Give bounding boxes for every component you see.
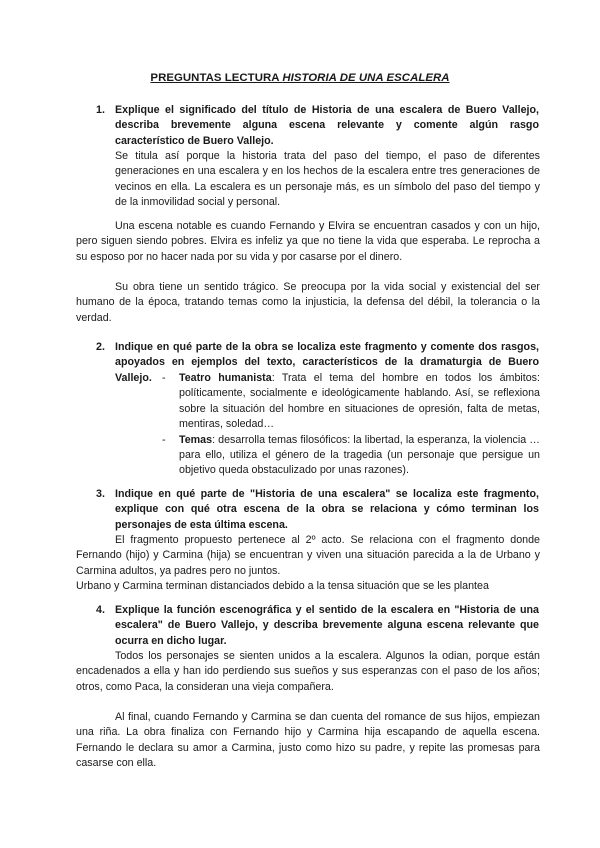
list-item: [162, 371, 540, 433]
question-number: 4.: [96, 604, 105, 616]
question-1: [96, 103, 539, 149]
answer-1-paragraph-3: [76, 280, 540, 326]
question-number: 1.: [96, 104, 105, 116]
list-term: Teatro humanista: [179, 372, 272, 384]
paragraph-text: El fragmento propuesto pertenece al 2º acto. Se relaciona con el fragmento donde Fernando (hijo) y Carmina (hija) se encuentran y viven una situación parecida a la de Urbano y Carmina adultos, ya padres pero no juntos.: [76, 534, 540, 577]
list-text: : Trata el tema del hombre en todos los ámbitos: políticamente, socialmente e ideológicamente hablando. Así, se reflexiona sobre la situación del hombre en situaciones de opresión, falta de metas, mentiras, soledad…: [179, 372, 540, 431]
answer-1-paragraph-1: [115, 149, 540, 211]
paragraph-text: Se titula así porque la historia trata del paso del tiempo, el paso de diferentes generaciones en una escalera y en los hechos de la escalera entre tres generaciones de vecinos en ella. La escalera es un personaje más, es un símbolo del paso del tiempo y de la inmovilidad social y personal.: [115, 150, 540, 209]
answer-1-paragraph-2: [76, 219, 540, 265]
page-title: [0, 72, 600, 84]
list-dash: -: [162, 433, 166, 446]
paragraph-text: Todos los personajes se sienten unidos a la escalera. Algunos la odian, porque están encadenados a ella y han ido perdiendo sus sueños y sus esperanzas con el paso de los años; otros, como Paca, la consideran una vieja compañera.: [76, 650, 540, 693]
question-number: 2.: [96, 341, 105, 353]
list-dash: -: [162, 372, 166, 384]
paragraph-text: Urbano y Carmina terminan distanciados debido a la tensa situación que se les plantea: [76, 580, 489, 592]
question-text: Explique el significado del título de Historia de una escalera de Buero Vallejo, describa brevemente alguna escena relevante y comente algún rasgo característico de Buero Vallejo.: [115, 104, 539, 147]
paragraph-text: Su obra tiene un sentido trágico. Se preocupa por la vida social y existencial del ser humano de la época, tratando temas como la injusticia, la defensa del débil, la tolerancia o la verdad.: [76, 281, 540, 324]
question-text: Explique la función escenográfica y el sentido de la escalera en "Historia de una escalera" de Buero Vallejo, y describa brevemente alguna escena relevante que ocurra en dicho lugar.: [115, 604, 539, 647]
answer-2-list: [162, 371, 540, 479]
question-4: [96, 603, 539, 649]
list-term: Temas: [179, 433, 213, 446]
list-text: : desarrolla temas filosóficos: la libertad, la esperanza, la violencia … para ello, utiliza el género de la tragedia (un personaje que persigue un objetivo queda obstaculizado por unas razones).: [179, 433, 540, 477]
answer-3-paragraph-1: [76, 533, 540, 579]
list-item: [162, 433, 540, 479]
question-number: 3.: [96, 488, 105, 500]
question-text: Indique en qué parte de "Historia de una escalera" se localiza este fragmento, explique con qué otra escena de la obra se relaciona y cómo terminan los personajes de esta última escena.: [115, 488, 539, 531]
paragraph-text: Una escena notable es cuando Fernando y Elvira se encuentran casados y con un hijo, pero siguen siendo pobres. Elvira es infeliz ya que no tiene la vida que esperaba. Le reprocha a su esposo por no hacer nada por su vida y por casarse por el dinero.: [76, 220, 540, 263]
answer-4-paragraph-1: [76, 649, 540, 695]
question-3: [96, 487, 539, 533]
title-italic: HISTORIA DE UNA ESCALERA: [282, 72, 450, 84]
paragraph-text: Al final, cuando Fernando y Carmina se dan cuenta del romance de sus hijos, empiezan una riña. La obra finaliza con Fernando hijo y Carmina hija escapando de aquella escena. Fernando le declara su amor a Carmina, justo como hizo su padre, y repite las promesas para casarse con ella.: [76, 711, 540, 770]
answer-3-paragraph-2: [76, 579, 540, 594]
question-text: Indique en qué parte de la obra se localiza este fragmento y comente dos rasgos, apoyados en ejemplos del texto, característicos de la dramaturgia de Buero Vallejo.: [115, 341, 539, 384]
title-text: PREGUNTAS LECTURA: [150, 72, 283, 84]
answer-4-paragraph-2: [76, 710, 540, 772]
